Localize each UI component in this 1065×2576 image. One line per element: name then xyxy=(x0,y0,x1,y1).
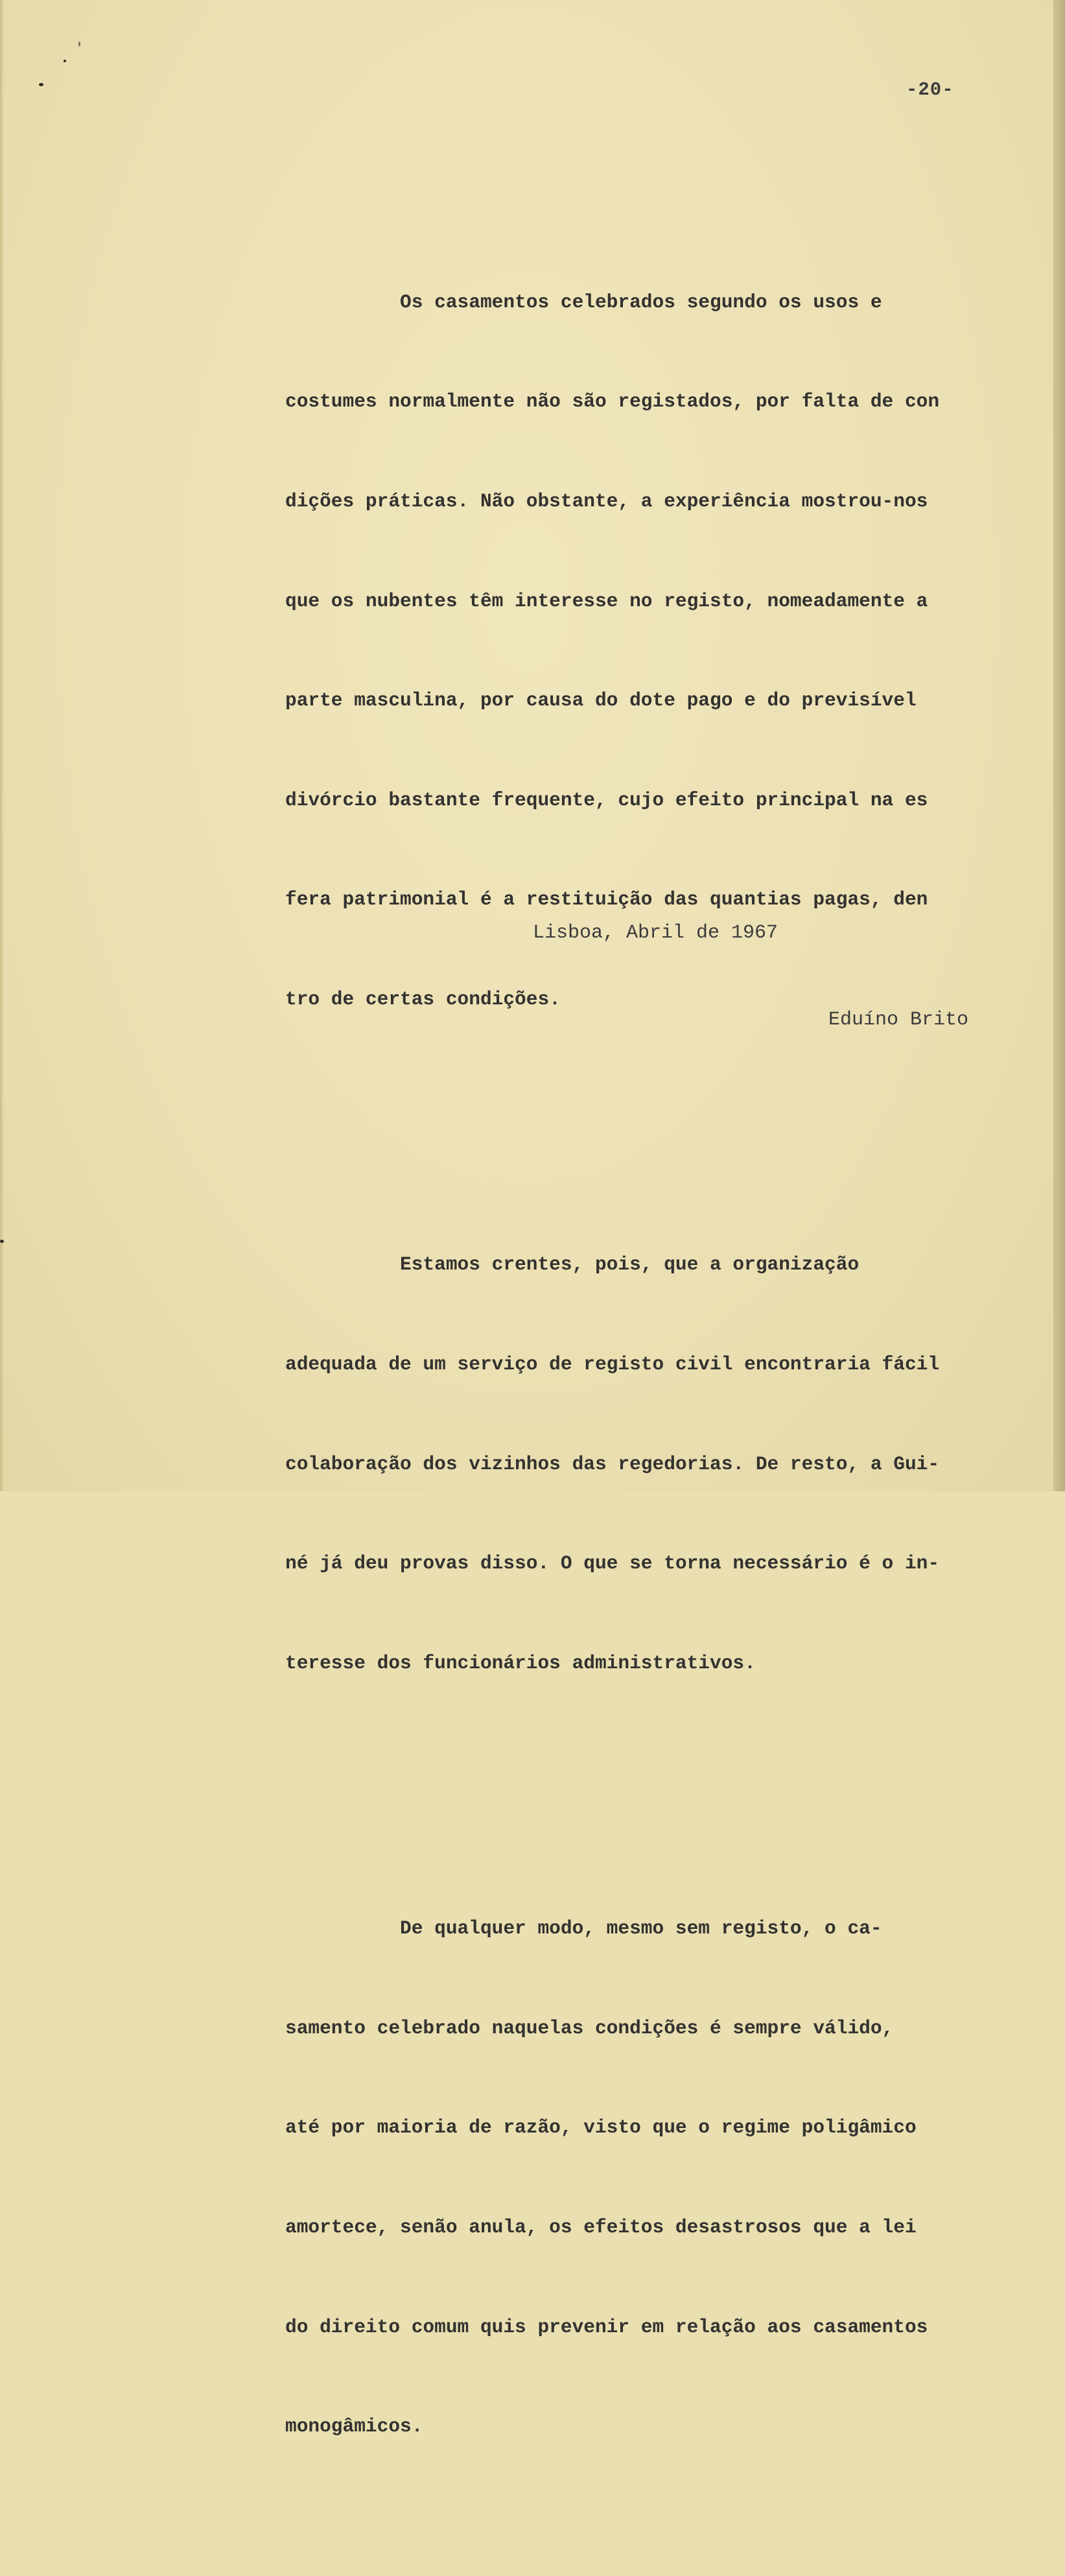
body-text xyxy=(285,153,1011,2576)
text-line: né já deu provas disso. O que se torna necessário é o in- xyxy=(285,1552,940,1575)
text-line: do direito comum quis prevenir em relação aos casamentos xyxy=(285,2315,928,2338)
text-line: Os casamentos celebrados segundo os usos e xyxy=(285,290,882,313)
ink-speck xyxy=(64,60,66,62)
ink-speck xyxy=(78,41,80,47)
signature: Eduíno Brito xyxy=(828,1009,969,1031)
text-line: até por maioria de razão, visto que o regime poligâmico xyxy=(285,2116,917,2139)
text-line: Estamos crentes, pois, que a organização xyxy=(285,1253,860,1276)
text-line: adequada de um serviço de registo civil encontraria fácil xyxy=(285,1353,940,1375)
text-line: que os nubentes têm interesse no registo, nomeadamente a xyxy=(285,589,928,612)
text-line: fera patrimonial é a restituição das quantias pagas, den xyxy=(285,888,928,911)
page-number: -20- xyxy=(906,79,954,100)
text-line: parte masculina, por causa do dote pago e do previsível xyxy=(285,689,917,712)
text-line: amortece, senão anula, os efeitos desastrosos que a lei xyxy=(285,2216,917,2238)
text-line: tro de certas condições. xyxy=(285,987,561,1010)
paragraph-1 xyxy=(285,219,1011,1082)
text-line: divórcio bastante frequente, cujo efeito principal na es xyxy=(285,788,928,811)
text-line: costumes normalmente não são registados, por falta de con xyxy=(285,390,940,413)
paragraph-3 xyxy=(285,1846,1011,2510)
ink-speck xyxy=(0,1240,4,1243)
ink-speck xyxy=(39,83,43,86)
text-line: dições práticas. Não obstante, a experiência mostrou-nos xyxy=(285,490,928,512)
text-line: samento celebrado naquelas condições é sempre válido, xyxy=(285,2016,894,2039)
page-right-edge xyxy=(1053,0,1065,1491)
page-left-edge xyxy=(0,0,4,1491)
text-line: teresse dos funcionários administrativos. xyxy=(285,1651,756,1674)
text-line: colaboração dos vizinhos das regedorias. De resto, a Gui- xyxy=(285,1452,940,1475)
place-date: Lisboa, Abril de 1967 xyxy=(533,922,778,944)
text-line: De qualquer modo, mesmo sem registo, o ca- xyxy=(285,1917,882,1940)
paragraph-2 xyxy=(285,1182,1011,1746)
text-line: monogâmicos. xyxy=(285,2415,423,2438)
